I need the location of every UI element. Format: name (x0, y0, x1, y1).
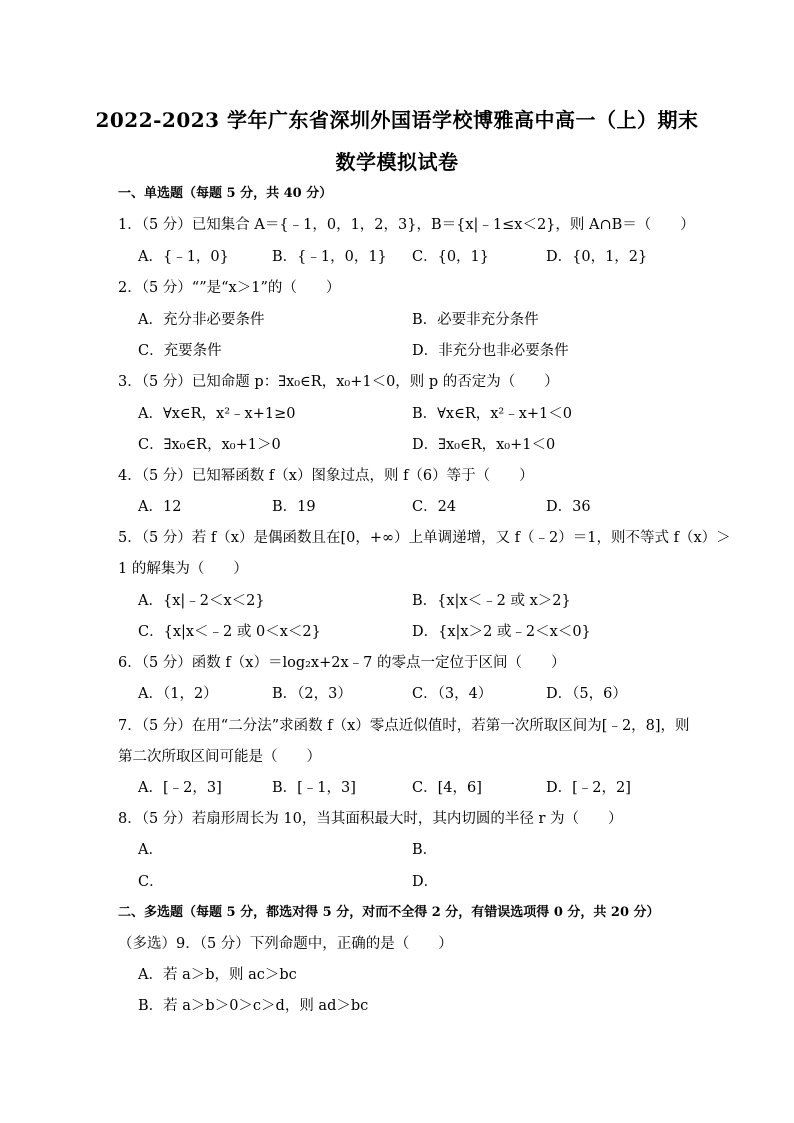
question-7-option-b: B．[﹣1，3] (272, 780, 356, 796)
question-6-option-a: A．（1，2） (138, 686, 218, 702)
question-4-option-d: D．36 (546, 499, 591, 515)
question-5-stem-continued: 1 的解集为（ ） (118, 561, 248, 577)
question-3-option-d: D．∃x₀∈R，x₀+1＜0 (412, 437, 556, 453)
question-1-stem: 1．（5 分）已知集合 A＝{﹣1，0，1，2，3}，B＝{x|﹣1≤x＜2}，则 A∩B＝（ ） (118, 217, 695, 233)
exam-title: 2022-2023 学年广东省深圳外国语学校博雅高中高一（上）期末 (95, 108, 699, 132)
question-5-stem: 5．（5 分）若 f（x）是偶函数且在[0，+∞）上单调递增，又 f（﹣2）＝1，则不等式 f（x）＞ (118, 530, 731, 546)
question-7-option-c: C．[4，6] (412, 780, 482, 796)
question-4-option-b: B．19 (272, 499, 316, 515)
question-3-stem: 3．（5 分）已知命题 p：∃x₀∈R，x₀+1＜0，则 p 的否定为（ ） (118, 374, 559, 390)
section-multiple-choice: 二、多选题（每题 5 分，都选对得 5 分，对而不全得 2 分，有错误选项得 0 分，共 20 分） (118, 905, 660, 920)
question-5-option-b: B．{x|x＜﹣2 或 x＞2} (412, 593, 571, 609)
exam-subtitle: 数学模拟试卷 (335, 150, 459, 174)
question-3-option-c: C．∃x₀∈R，x₀+1＞0 (138, 437, 281, 453)
question-5-option-d: D．{x|x＞2 或﹣2＜x＜0} (412, 624, 591, 640)
question-2-stem: 2．（5 分）“”是“x＞1”的（ ） (118, 280, 341, 296)
question-3-option-a: A．∀x∈R，x²﹣x+1≥0 (138, 406, 296, 422)
question-2-option-b: B．必要非充分条件 (412, 312, 539, 328)
question-4-stem: 4．（5 分）已知幂函数 f（x）图象过点，则 f（6）等于（ ） (118, 468, 534, 484)
question-7-stem-continued: 第二次所取区间可能是（ ） (118, 749, 321, 765)
question-7-option-a: A．[﹣2，3] (138, 780, 222, 796)
question-4-option-c: C．24 (412, 499, 457, 515)
question-8-stem: 8．（5 分）若扇形周长为 10，当其面积最大时，其内切圆的半径 r 为（ ） (118, 811, 623, 827)
question-6-option-c: C．（3，4） (412, 686, 493, 702)
question-3-option-b: B．∀x∈R，x²﹣x+1＜0 (412, 406, 573, 422)
question-1-option-b: B．{﹣1，0，1} (272, 249, 387, 265)
section-single-choice: 一、单选题（每题 5 分，共 40 分） (118, 186, 333, 201)
question-1-option-c: C．{0，1} (412, 249, 489, 265)
question-8-option-c: C． (138, 874, 164, 890)
question-9-option-b: B．若 a＞b＞0＞c＞d，则 ad＞bc (138, 998, 369, 1014)
question-2-option-a: A．充分非必要条件 (138, 312, 265, 328)
question-8-option-b: B． (412, 842, 438, 858)
question-6-option-b: B．（2，3） (272, 686, 352, 702)
question-1-option-d: D．{0，1，2} (546, 249, 648, 265)
question-2-option-d: D．非充分也非必要条件 (412, 343, 569, 359)
question-8-option-d: D． (412, 874, 439, 890)
question-9-option-a: A．若 a＞b，则 ac＞bc (138, 967, 297, 983)
question-8-option-a: A． (138, 842, 163, 858)
question-9-stem: （多选）9．（5 分）下列命题中，正确的是（ ） (118, 936, 453, 952)
question-2-option-c: C．充要条件 (138, 343, 222, 359)
question-6-option-d: D．（5，6） (546, 686, 627, 702)
question-5-option-c: C．{x|x＜﹣2 或 0＜x＜2} (138, 624, 321, 640)
question-4-option-a: A．12 (138, 499, 182, 515)
question-5-option-a: A．{x|﹣2＜x＜2} (138, 593, 265, 609)
question-6-stem: 6．（5 分）函数 f（x）＝log₂x+2x﹣7 的零点一定位于区间（ ） (118, 655, 566, 671)
question-7-option-d: D．[﹣2，2] (546, 780, 631, 796)
question-7-stem: 7．（5 分）在用“二分法”求函数 f（x）零点近似值时，若第一次所取区间为[﹣2，8]，则 (118, 718, 690, 734)
question-1-option-a: A．{﹣1，0} (138, 249, 229, 265)
